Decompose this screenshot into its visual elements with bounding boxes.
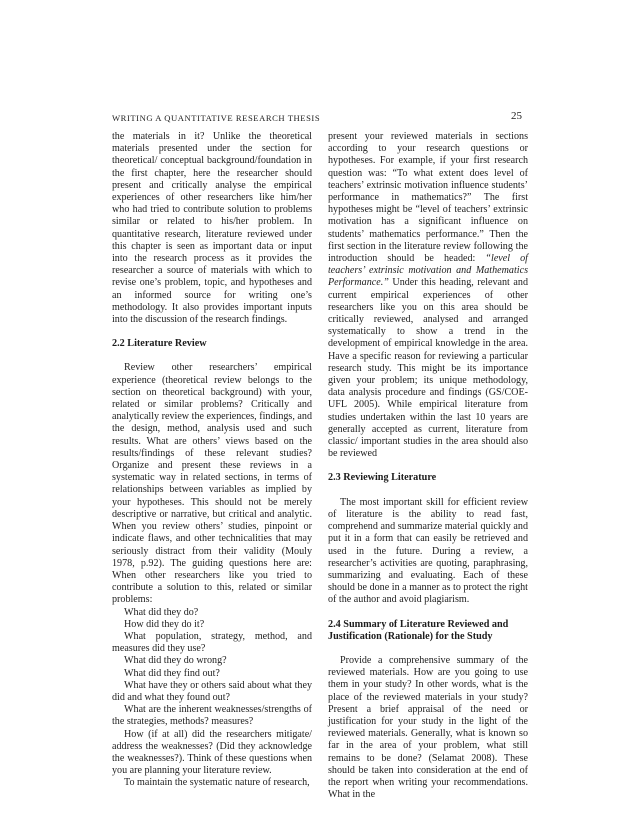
section-heading-2-4 bbox=[328, 619, 528, 643]
section-heading-2-2: 2.2 Literature Review bbox=[112, 338, 207, 350]
closing-fragment: To maintain the systematic nature of research, bbox=[124, 777, 310, 789]
guiding-question: What have they or others said about what they did and what they found out? bbox=[112, 679, 312, 703]
guiding-question: What did they do wrong? bbox=[124, 655, 227, 667]
right-column bbox=[328, 131, 528, 801]
guiding-question: How did they do it? bbox=[124, 618, 205, 630]
example-heading-italic: “level of teachers’ extrinsic motivation and Mathematics Performance.” bbox=[328, 253, 528, 289]
running-head: WRITING A QUANTITATIVE RESEARCH THESIS bbox=[112, 113, 321, 123]
section-heading-2-4-line2: Justification (Rationale) for the Study bbox=[328, 630, 493, 642]
page-number: 25 bbox=[511, 110, 522, 122]
guiding-question: What population, strategy, method, and measures did they use? bbox=[112, 630, 312, 655]
guiding-question: What did they do? bbox=[124, 606, 199, 618]
continued-paragraph bbox=[328, 131, 528, 460]
guiding-question: What did they find out? bbox=[124, 667, 220, 679]
section-heading-2-3: 2.3 Reviewing Literature bbox=[328, 472, 437, 484]
guiding-question: How (if at all) did the researchers mitigate/ address the weaknesses? (Did they acknowledge the weaknesses?). Think of these questions when you are planning your literature review. bbox=[112, 728, 312, 777]
continued-text-a: present your reviewed materials in sections according to your research questions or hypotheses. For example, if your first research question was: “To what extent does level of teachers’ extrinsic motivation influence students’ performance in mathematics?” The first hypotheses might be “level of teachers’ extrinsic motivation has a significant influence on students’ mathematics performance.” Then the first section in the literature review following the introduction should be headed: bbox=[328, 131, 528, 265]
continued-text-b: Under this heading, relevant and current empirical experiences of other researchers like you on this area should be critically reviewed, analysed and arranged systematically to show a trend in the development of empirical knowledge in the area. Have a specific reason for reviewing a particular research study. This might be its importance given your problem; its unique methodology, data analysis procedure and findings (GS/COE-UFL 2005). While empirical literature from studies undertaken within the last 10 years are generally accepted as current, literature from classic/ important studies in the area should also be reviewed bbox=[328, 277, 528, 460]
reviewing-paragraph: The most important skill for efficient review of literature is the ability to read fast, comprehend and summarize material quickly and put it in a form that can easily be retrieved and used in the future. During a review, a researcher’s activities are quoting, paraphrasing, summarizing and evaluating. Each of these should be done in a manner as to protect the right of the author and avoid plagiarism. bbox=[328, 496, 528, 606]
left-column bbox=[112, 131, 312, 790]
review-paragraph: Review other researchers’ empirical experience (theoretical review belongs to the section on theoretical background) with your, related or similar problems? Critically and analytically review the experiences, findings, and the design, method, analysis used and such results. What are others’ views based on the results/findings of these relevant studies? Organize and present these reviews in a systematic way in related sections, in terms of relationships between variables as implied by your hypotheses. This should not be merely descriptive or narrative, but critical and analytic. When you review others’ studies, pinpoint or indicate flaws, and other technicalities that may seriously distract from their validity (Mouly 1978, p.92). The guiding questions here are: When other researchers like you tried to contribute a solution to this, related or similar problems: bbox=[112, 362, 312, 606]
guiding-question: What are the inherent weaknesses/strengths of the strategies, methods? measures? bbox=[112, 704, 312, 728]
summary-paragraph: Provide a comprehensive summary of the reviewed materials. How are you going to use them in your study? In other words, what is the place of the reviewed materials in your study? Present a brief appraisal of the need or justification for your study in the light of the reviewed materials. Generally, what is known so far in the area of your problem, what still remains to be done? (Selamat 2008). These should be taken into consideration at the end of the report when writing your recommendations. What in the bbox=[328, 654, 528, 801]
intro-paragraph: the materials in it? Unlike the theoretical materials presented under the section for theoretical/ conceptual background/foundation in the first chapter, here the researcher should present and critically analyse the empirical experiences of other researchers like him/her who had tried to contribute solution to problems similar or related to his/her problem. In quantitative research, literature reviewed under this chapter is seen as important data or input into the research process as it provides the researcher a source of materials with which to revise one’s problem, topic, and hypotheses and an informed source for writing one’s methodology. It also provides important inputs into the discussion of the research findings. bbox=[112, 131, 312, 326]
section-heading-2-4-line1: 2.4 Summary of Literature Reviewed and bbox=[328, 618, 509, 630]
